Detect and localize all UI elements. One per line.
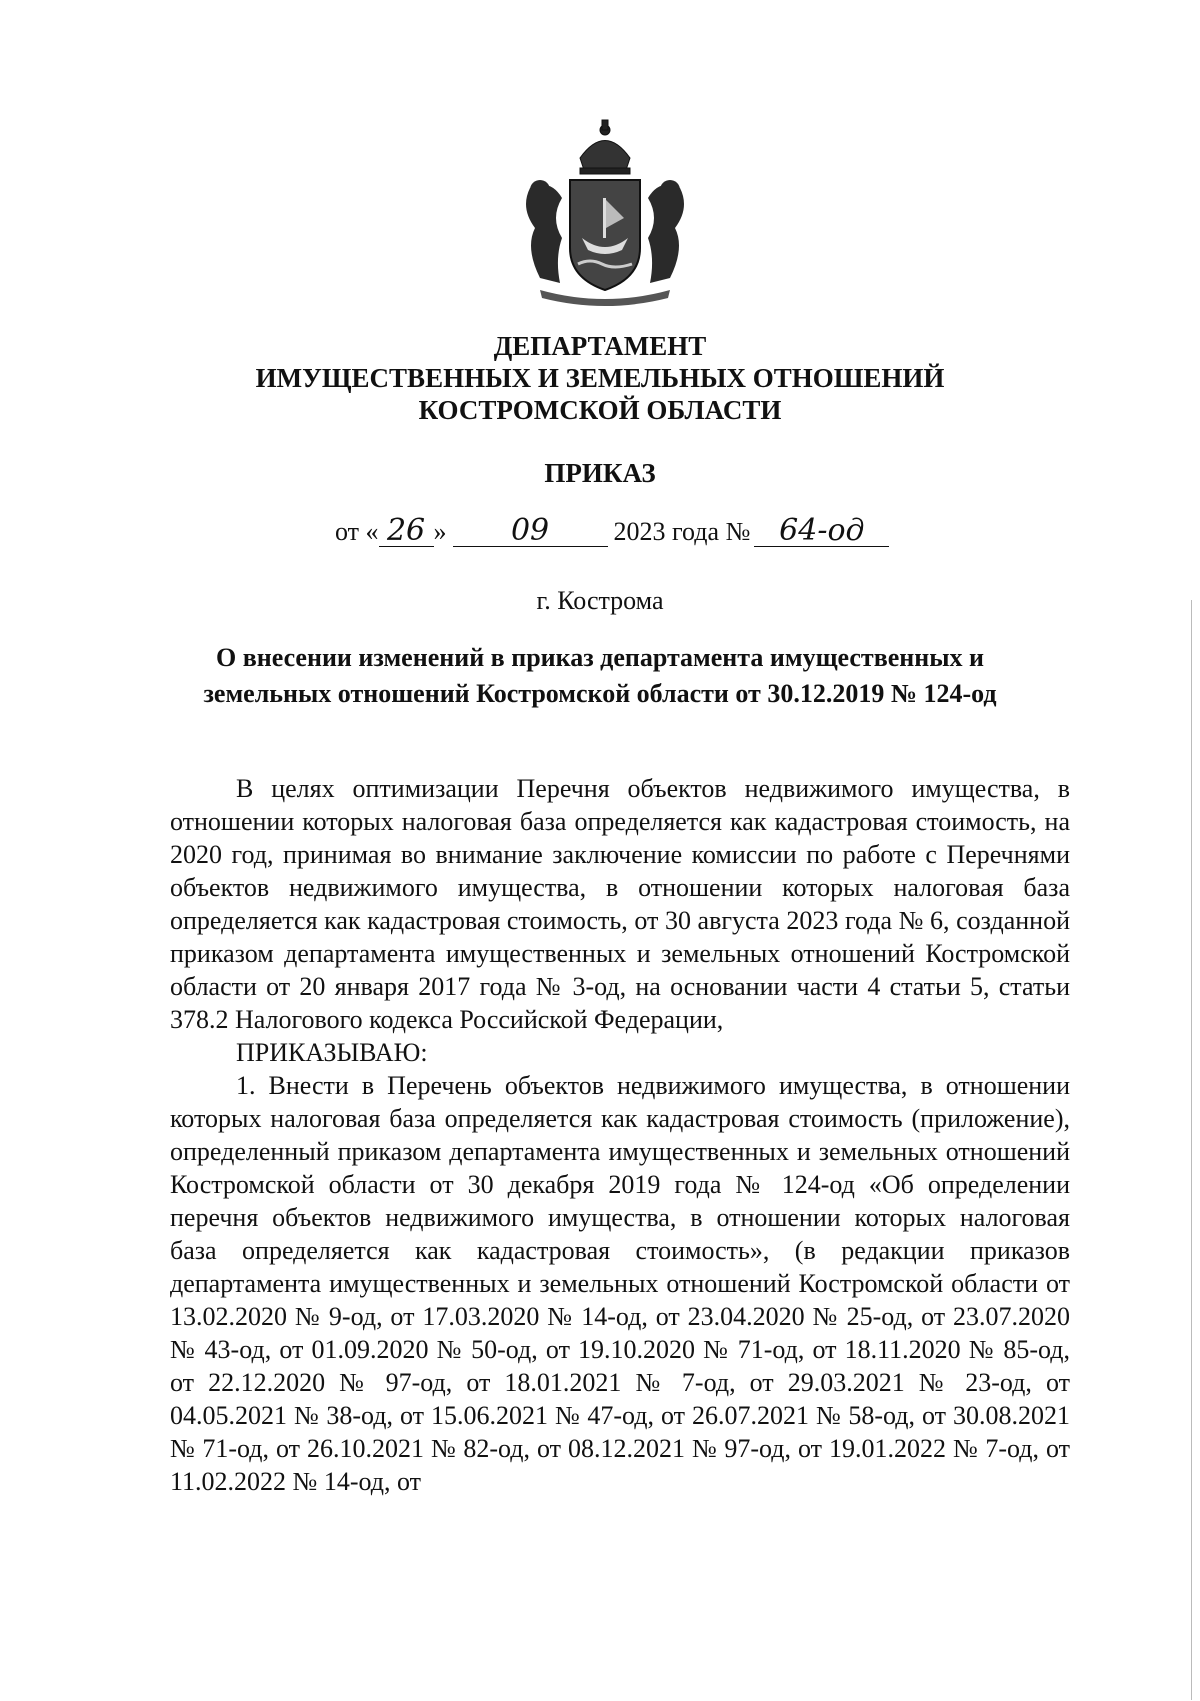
coat-of-arms-icon bbox=[500, 118, 710, 308]
date-prefix: от « bbox=[335, 517, 379, 546]
order-date-line bbox=[335, 513, 955, 548]
date-mid: » bbox=[433, 517, 447, 546]
scan-edge-divider bbox=[1191, 600, 1192, 1700]
date-year-text: 2023 года № bbox=[613, 517, 751, 546]
city-name: г. Кострома bbox=[536, 586, 664, 615]
order-body bbox=[170, 772, 1070, 1498]
order-subject: О внесении изменений в приказ департамента имущественных и земельных отношений Костромской области от 30.12.2019 № 124-од bbox=[203, 643, 997, 708]
order-word: ПРИКАЗЫВАЮ: bbox=[236, 1038, 428, 1067]
department-header bbox=[0, 330, 1200, 426]
item-1-paragraph: 1. Внести в Перечень объектов недвижимого имущества, в отношении которых налоговая база определяется как кадастровая стоимость (приложение), определенный приказом департамента имущественных и земельных отношений Костромской области от 30 декабря 2019 года № 124-од «Об определении перечня объектов недвижимого имущества, в отношении которых налоговая база определяется как кадастровая стоимость», (в редакции приказов департамента имущественных и земельных отношений Костромской области от 13.02.2020 № 9-од, от 17.03.2020 № 14-од, от 23.04.2020 № 25-од, от 23.07.2020 № 43-од, от 01.09.2020 № 50-од, от 19.10.2020 № 71-од, от 18.11.2020 № 85-од, от 22.12.2020 № 97-од, от 18.01.2021 № 7-од, от 29.03.2021 № 23-од, от 04.05.2021 № 38-од, от 15.06.2021 № 47-од, от 26.07.2021 № 58-од, от 30.08.2021 № 71-од, от 26.10.2021 № 82-од, от 08.12.2021 № 97-од, от 19.01.2022 № 7-од, от 11.02.2022 № 14-од, от bbox=[170, 1071, 1070, 1496]
order-number-handwritten: 64-од bbox=[754, 516, 889, 547]
header-line-2: ИМУЩЕСТВЕННЫХ И ЗЕМЕЛЬНЫХ ОТНОШЕНИЙ bbox=[255, 363, 945, 393]
date-day-handwritten: 26 bbox=[379, 516, 434, 547]
header-line-3: КОСТРОМСКОЙ ОБЛАСТИ bbox=[418, 395, 782, 425]
date-month-handwritten: 09 bbox=[453, 516, 608, 547]
preamble-paragraph: В целях оптимизации Перечня объектов недвижимого имущества, в отношении которых налоговая база определяется как кадастровая стоимость, на 2020 год, принимая во внимание заключение комиссии по работе с Перечнями объектов недвижимого имущества, в отношении которых налоговая база определяется как кадастровая стоимость, от 30 августа 2023 года № 6, созданной приказом департамента имущественных и земельных отношений Костромской области от 20 января 2017 года № 3-од, на основании части 4 статьи 5, статьи 378.2 Налогового кодекса Российской Федерации, bbox=[170, 774, 1070, 1034]
order-title: ПРИКАЗ bbox=[544, 458, 656, 488]
header-line-1: ДЕПАРТАМЕНТ bbox=[493, 331, 707, 361]
